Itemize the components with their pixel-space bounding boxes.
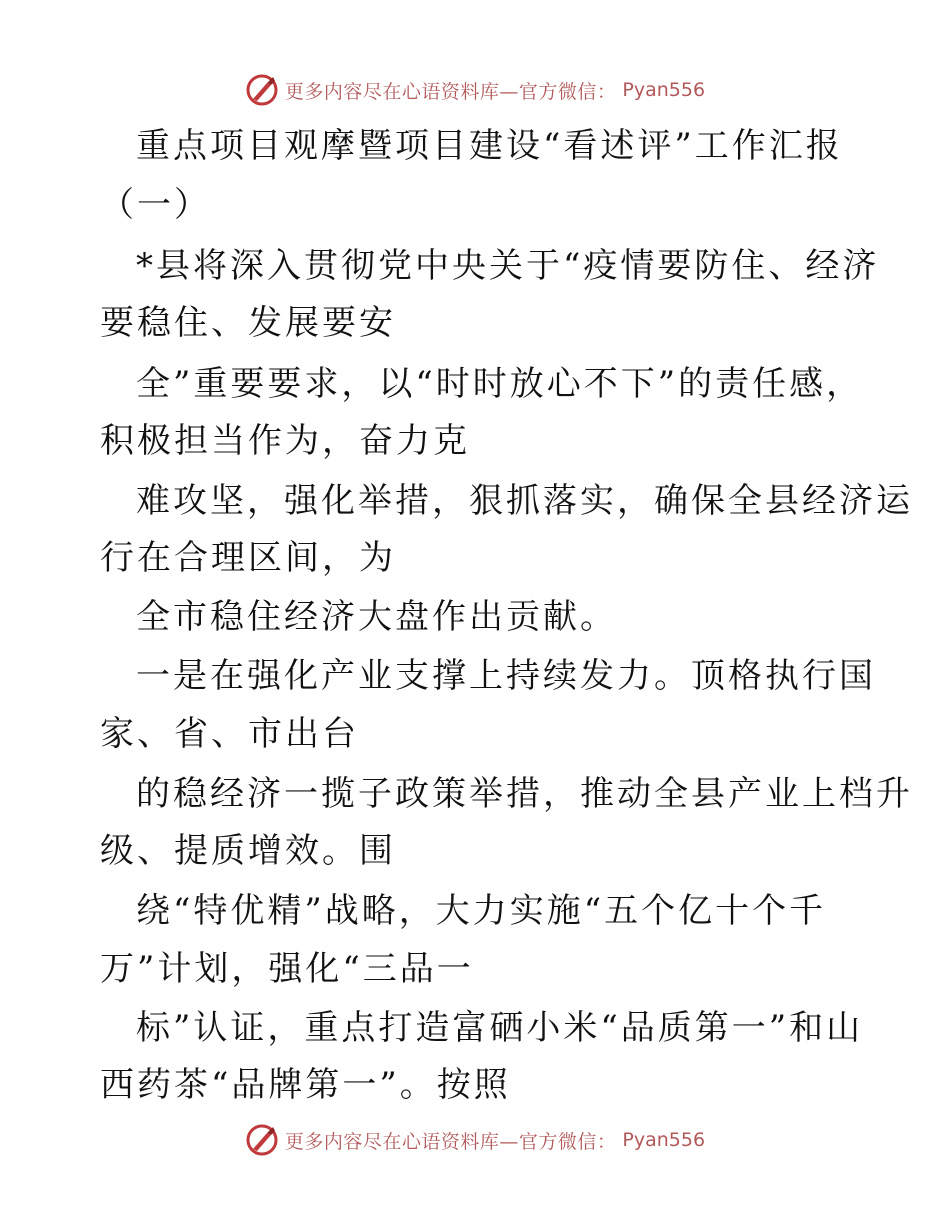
- paragraph-line: 家、省、市出台: [100, 714, 359, 754]
- banner-text: 更多内容尽在心语资料库—官方微信：: [284, 80, 617, 103]
- paragraph-line: 行在合理区间，为: [100, 538, 396, 578]
- banner-wechat-id: Pyan556: [622, 1129, 706, 1151]
- paragraph-line: 积极担当作为，奋力克: [100, 421, 470, 461]
- paragraph-line: 西药茶“品牌第一”。按照: [100, 1065, 511, 1105]
- footer-banner: [0, 1120, 950, 1160]
- paragraph-line: 一是在强化产业支撑上持续发力。顶格执行国: [136, 656, 876, 696]
- paragraph-line: 难攻坚，强化举措，狠抓落实，确保全县经济运: [136, 481, 913, 521]
- document-title-suffix: （一）: [100, 185, 211, 225]
- paragraph-line: 全市稳住经济大盘作出贡献。: [136, 597, 617, 637]
- paragraph-line: 绕“特优精”战略，大力实施“五个亿十个千: [136, 891, 827, 931]
- paragraph-line: 全”重要要求，以“时时放心不下”的责任感，: [136, 364, 864, 404]
- paragraph-line: 级、提质增效。围: [100, 831, 396, 871]
- paragraph-line: 的稳经济一揽子政策举措，推动全县产业上档升: [136, 774, 913, 814]
- quill-logo-icon: [245, 1123, 279, 1157]
- banner-text: 更多内容尽在心语资料库—官方微信：: [284, 1130, 617, 1153]
- document-title: 重点项目观摩暨项目建设“看述评”工作汇报: [136, 126, 843, 166]
- banner-wechat-id: Pyan556: [622, 79, 706, 101]
- paragraph-line: *县将深入贯彻党中央关于“疫情要防住、经济: [136, 246, 880, 286]
- paragraph-line: 万”计划，强化“三品一: [100, 949, 474, 989]
- paragraph-line: 要稳住、发展要安: [100, 303, 396, 343]
- paragraph-line: 标”认证，重点打造富硒小米“品质第一”和山: [136, 1008, 864, 1048]
